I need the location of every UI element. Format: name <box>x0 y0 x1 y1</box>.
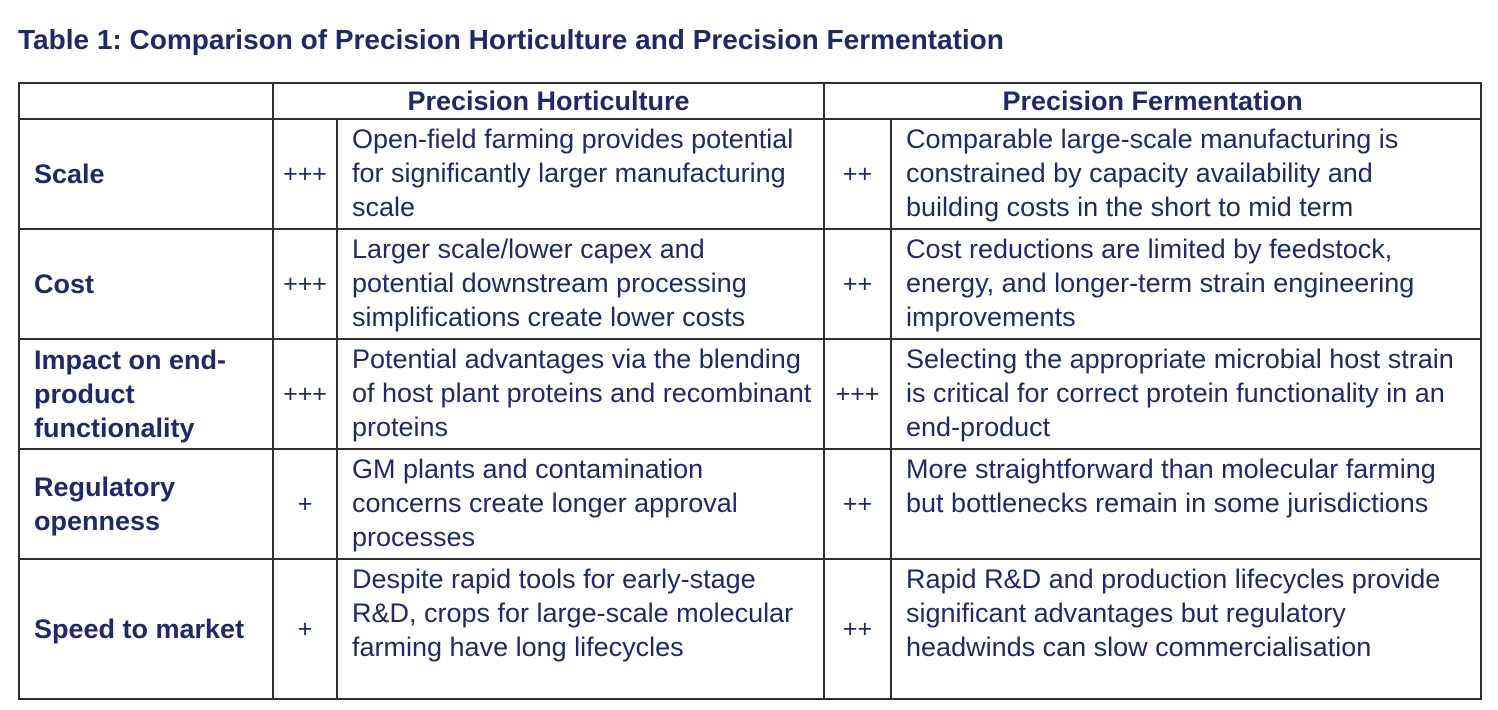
fermentation-description: Selecting the appropriate microbial host strain is critical for correct protein functionality in an end-product <box>891 339 1481 449</box>
fermentation-rating: ++ <box>824 449 891 559</box>
horticulture-rating: +++ <box>273 339 337 449</box>
fermentation-description: More straightforward than molecular farming but bottlenecks remain in some jurisdictions <box>891 449 1481 559</box>
fermentation-rating: ++ <box>824 229 891 339</box>
fermentation-rating: ++ <box>824 119 891 229</box>
fermentation-description: Cost reductions are limited by feedstock, energy, and longer-term strain engineering improvements <box>891 229 1481 339</box>
table-row-scale <box>19 119 1481 229</box>
horticulture-rating: +++ <box>273 119 337 229</box>
fermentation-rating: +++ <box>824 339 891 449</box>
criterion-label: Impact on end-product functionality <box>19 339 273 449</box>
header-row <box>19 83 1481 119</box>
comparison-table <box>18 82 1482 700</box>
horticulture-rating: + <box>273 449 337 559</box>
horticulture-description: GM plants and contamination concerns create longer approval processes <box>337 449 824 559</box>
horticulture-rating: +++ <box>273 229 337 339</box>
fermentation-description: Comparable large-scale manufacturing is constrained by capacity availability and building costs in the short to mid term <box>891 119 1481 229</box>
horticulture-description: Potential advantages via the blending of host plant proteins and recombinant proteins <box>337 339 824 449</box>
fermentation-description: Rapid R&D and production lifecycles provide significant advantages but regulatory headwinds can slow commercialisation <box>891 559 1481 699</box>
table-title: Table 1: Comparison of Precision Horticulture and Precision Fermentation <box>18 24 1004 55</box>
horticulture-rating: + <box>273 559 337 699</box>
criterion-label: Scale <box>19 119 273 229</box>
criterion-label: Speed to market <box>19 559 273 699</box>
table-row-cost <box>19 229 1481 339</box>
horticulture-description: Larger scale/lower capex and potential downstream processing simplifications create lower costs <box>337 229 824 339</box>
table-row-impact <box>19 339 1481 449</box>
criterion-label: Regulatory openness <box>19 449 273 559</box>
criterion-label: Cost <box>19 229 273 339</box>
horticulture-description: Open-field farming provides potential for significantly larger manufacturing scale <box>337 119 824 229</box>
header-precision-horticulture: Precision Horticulture <box>273 83 824 119</box>
horticulture-description: Despite rapid tools for early-stage R&D, crops for large-scale molecular farming have long lifecycles <box>337 559 824 699</box>
header-empty-cell <box>19 83 273 119</box>
table-row-regulatory <box>19 449 1481 559</box>
table-row-speed <box>19 559 1481 699</box>
fermentation-rating: ++ <box>824 559 891 699</box>
header-precision-fermentation: Precision Fermentation <box>824 83 1481 119</box>
